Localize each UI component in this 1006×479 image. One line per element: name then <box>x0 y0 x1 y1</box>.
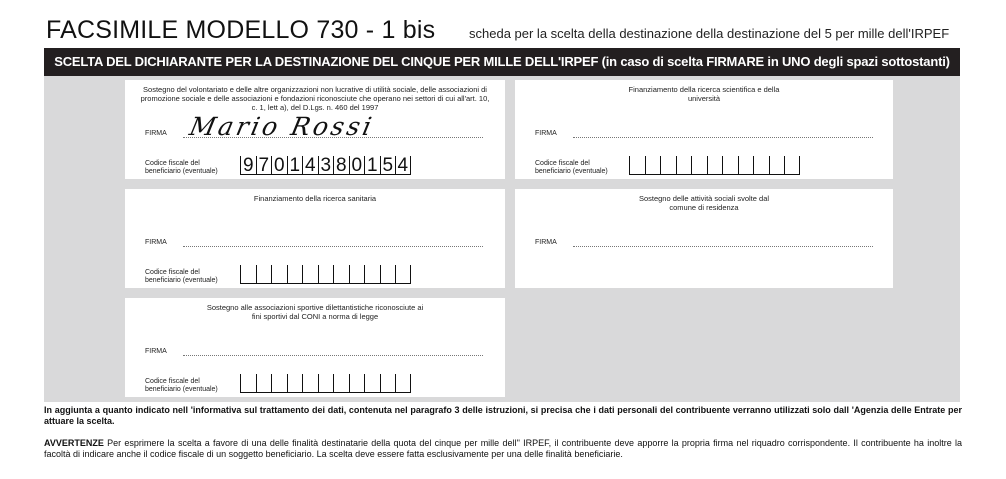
cf-digit[interactable] <box>271 265 287 283</box>
cf-digit[interactable]: 0 <box>271 156 287 174</box>
cf-digit[interactable] <box>676 156 692 174</box>
form-title: FACSIMILE MODELLO 730 - 1 bis <box>46 16 436 44</box>
firma-label: FIRMA <box>145 130 167 137</box>
cf-digit[interactable] <box>364 265 380 283</box>
cf-label-line1: Codice fiscale del <box>145 160 200 167</box>
cf-digit[interactable] <box>318 374 334 392</box>
cf-digit[interactable] <box>707 156 723 174</box>
codice-fiscale-label <box>145 269 235 285</box>
codice-fiscale-input[interactable] <box>240 374 411 393</box>
cf-digit[interactable]: 5 <box>380 156 396 174</box>
card-comune-residenza <box>515 189 893 288</box>
cf-digit[interactable] <box>240 265 256 283</box>
signature-line[interactable] <box>573 137 873 138</box>
firma-label: FIRMA <box>535 239 557 246</box>
cf-digit[interactable] <box>349 265 365 283</box>
signature-line[interactable] <box>183 355 483 356</box>
cf-digit[interactable] <box>349 374 365 392</box>
card-title: Finanziamento della ricerca sanitaria <box>253 194 377 203</box>
cf-digit[interactable] <box>240 374 256 392</box>
cf-digit[interactable] <box>302 265 318 283</box>
cf-digit[interactable]: 1 <box>287 156 303 174</box>
cf-digit[interactable] <box>629 156 645 174</box>
card-ricerca-sanitaria <box>125 189 505 288</box>
cf-digit[interactable] <box>333 374 349 392</box>
cf-digit[interactable] <box>691 156 707 174</box>
cf-digit[interactable] <box>380 374 396 392</box>
privacy-note: In aggiunta a quanto indicato nell 'informativa sul trattamento dei dati, contenuta nel paragrafo 3 delle istruzioni, si precisa che i dati personali del contribuente verranno utilizzati solo dall 'Agenzia delle Entrate per attuare la scelta. <box>44 405 962 426</box>
cf-label-line2: beneficiario (eventuale) <box>535 168 608 175</box>
cf-digit[interactable] <box>287 265 303 283</box>
firma-label: FIRMA <box>145 348 167 355</box>
cf-label-line1: Codice fiscale del <box>535 160 590 167</box>
cf-digit[interactable] <box>769 156 785 174</box>
cf-digit[interactable] <box>364 374 380 392</box>
cf-digit[interactable]: 4 <box>302 156 318 174</box>
cf-digit[interactable] <box>380 265 396 283</box>
choices-panel <box>44 76 960 402</box>
cf-digit[interactable] <box>287 374 303 392</box>
codice-fiscale-input[interactable] <box>629 156 800 175</box>
cf-digit[interactable] <box>784 156 800 174</box>
cf-digit[interactable] <box>302 374 318 392</box>
instruction-banner: SCELTA DEL DICHIARANTE PER LA DESTINAZIONE DEL CINQUE PER MILLE DELL'IRPEF (in caso di scelta FIRMARE in UNO degli spazi sottostanti) <box>44 48 960 76</box>
cf-digit[interactable] <box>333 265 349 283</box>
cf-digit[interactable] <box>271 374 287 392</box>
warnings-text: Per esprimere la scelta a favore di una delle finalità destinatarie della quota del cinque per mille dell'' IRPEF, il contribuente deve apporre la propria firma nel riquadro corrispondente. Il contribuente ha inoltre la facoltà di indicare anche il codice fiscale di un soggetto beneficiario. La scelta deve essere fatta esclusivamente per una delle finalità beneficiarie. <box>44 438 962 459</box>
cf-digit[interactable]: 4 <box>395 156 411 174</box>
form-subtitle: scheda per la scelta della destinazione della destinazione del 5 per mille dell'IRPEF <box>469 26 950 41</box>
signature-line[interactable] <box>573 246 873 247</box>
cf-digit[interactable] <box>256 265 272 283</box>
card-volontariato <box>125 80 505 179</box>
warnings <box>44 438 962 460</box>
signature: Mario Rossi <box>186 112 378 141</box>
cf-digit[interactable] <box>660 156 676 174</box>
card-associazioni-sportive <box>125 298 505 397</box>
cf-label-line1: Codice fiscale del <box>145 269 200 276</box>
card-title: Sostegno del volontariato e delle altre organizzazioni non lucrative di utilità sociale, delle associazioni di promozione sociale e delle associazioni e fondazioni riconosciute che operano nei settori di cui all'art. 10, c. 1, lett a), del D.Lgs. n. 460 del 1997 <box>140 85 490 112</box>
cf-digit[interactable]: 1 <box>364 156 380 174</box>
cf-label-line2: beneficiario (eventuale) <box>145 386 218 393</box>
card-title: Sostegno delle attività sociali svolte dal comune di residenza <box>638 194 770 212</box>
firma-label: FIRMA <box>535 130 557 137</box>
header <box>44 12 964 46</box>
signature-line[interactable] <box>183 246 483 247</box>
cf-digit[interactable]: 0 <box>349 156 365 174</box>
cf-digit[interactable] <box>318 265 334 283</box>
codice-fiscale-input[interactable] <box>240 265 411 284</box>
cf-digit[interactable]: 7 <box>256 156 272 174</box>
cf-label-line2: beneficiario (eventuale) <box>145 168 218 175</box>
firma-label: FIRMA <box>145 239 167 246</box>
card-title: Finanziamento della ricerca scientifica e della università <box>628 85 780 103</box>
cf-digit[interactable] <box>256 374 272 392</box>
cf-digit[interactable] <box>753 156 769 174</box>
codice-fiscale-label <box>145 378 235 394</box>
card-title: Sostegno alle associazioni sportive dilettantistiche riconosciute ai fini sportivi dal CONI a norma di legge <box>206 303 424 321</box>
card-ricerca-scientifica <box>515 80 893 179</box>
warnings-label: AVVERTENZE <box>44 438 104 448</box>
cf-digit[interactable] <box>395 374 411 392</box>
cf-label-line1: Codice fiscale del <box>145 378 200 385</box>
cf-digit[interactable]: 3 <box>318 156 334 174</box>
cf-digit[interactable]: 9 <box>240 156 256 174</box>
codice-fiscale-input[interactable] <box>240 156 411 175</box>
cf-label-line2: beneficiario (eventuale) <box>145 277 218 284</box>
codice-fiscale-label <box>145 160 235 176</box>
cf-digit[interactable] <box>722 156 738 174</box>
cf-digit[interactable] <box>645 156 661 174</box>
cf-digit[interactable] <box>395 265 411 283</box>
cf-digit[interactable]: 8 <box>333 156 349 174</box>
cf-digit[interactable] <box>738 156 754 174</box>
codice-fiscale-label <box>535 160 625 176</box>
